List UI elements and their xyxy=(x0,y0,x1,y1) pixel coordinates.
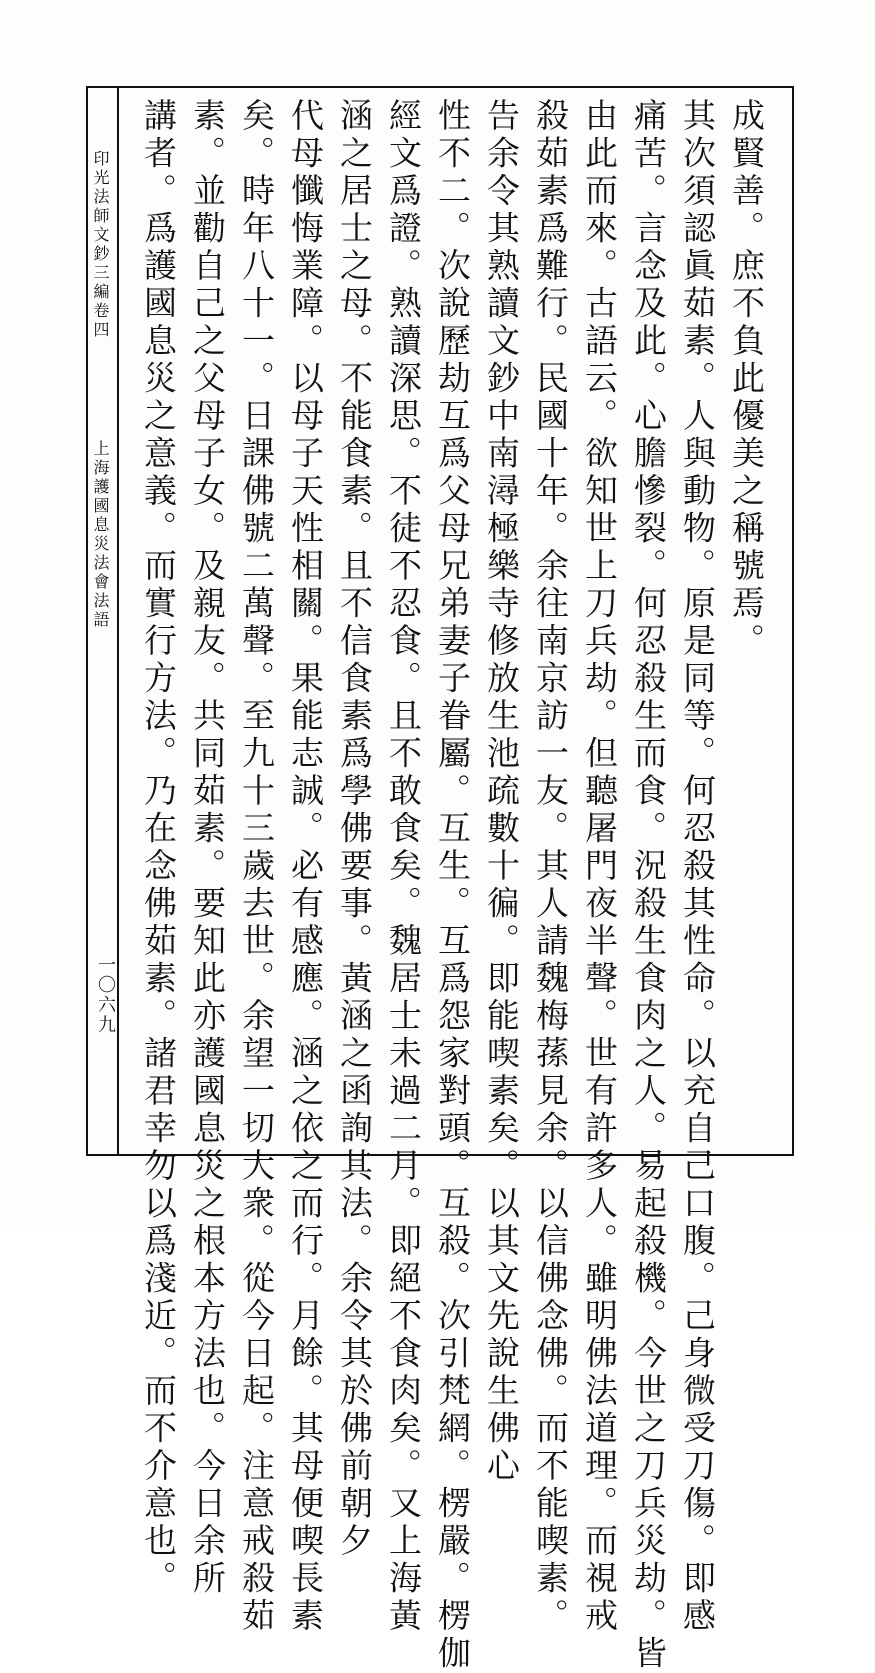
text-column: 素。並勸自己之父母子女。及親友。共同茹素。要知此亦護國息災之根本方法也。今日余所 xyxy=(188,98,227,1598)
text-column: 痛苦。言念及此。心膽慘裂。何忍殺生而食。況殺生食肉之人。易起殺機。今世之刀兵災劫。皆 xyxy=(629,98,668,1673)
text-column: 代母懺悔業障。以母子天性相關。果能志誠。必有感應。涵之依之而行。月餘。其母便喫長素 xyxy=(286,98,325,1636)
text-column: 講者。爲護國息災之意義。而實行方法。乃在念佛茹素。諸君幸勿以爲淺近。而不介意也。 xyxy=(139,98,178,1598)
text-column: 經文爲證。熟讀深思。不徒不忍食。且不敢食矣。魏居士未過二月。即絕不食肉矣。又上海黃 xyxy=(384,98,423,1636)
text-column: 涵之居士之母。不能食素。且不信食素爲學佛要事。黃涵之函詢其法。余令其於佛前朝夕 xyxy=(335,98,374,1561)
text-column: 其次須認眞茹素。人與動物。原是同等。何忍殺其性命。以充自己口腹。己身微受刀傷。即感 xyxy=(678,98,717,1636)
page-number: 一〇六九 xyxy=(95,955,116,1035)
text-column: 成賢善。庶不負此優美之稱號焉。 xyxy=(727,98,766,661)
text-column: 矣。時年八十一。日課佛號二萬聲。至九十三歲去世。余望一切大衆。從今日起。注意戒殺茹 xyxy=(237,98,276,1636)
text-column: 性不二。次說歷劫互爲父母兄弟妻子眷屬。互生。互爲怨家對頭。互殺。次引梵網。楞嚴。楞伽 xyxy=(433,98,472,1673)
text-column: 告余令其熟讀文鈔中南潯極樂寺修放生池疏數十徧。即能喫素矣。以其文先說生佛心 xyxy=(482,98,521,1486)
book-title: 印光法師文鈔三編卷四 xyxy=(91,150,110,340)
text-column: 由此而來。古語云。欲知世上刀兵劫。但聽屠門夜半聲。世有許多人。雖明佛法道理。而視戒 xyxy=(580,98,619,1636)
text-column: 殺茹素爲難行。民國十年。余往南京訪一友。其人請魏梅蓀見余。以信佛念佛。而不能喫素。 xyxy=(531,98,570,1636)
section-title: 上海護國息災法會法語 xyxy=(91,440,110,630)
